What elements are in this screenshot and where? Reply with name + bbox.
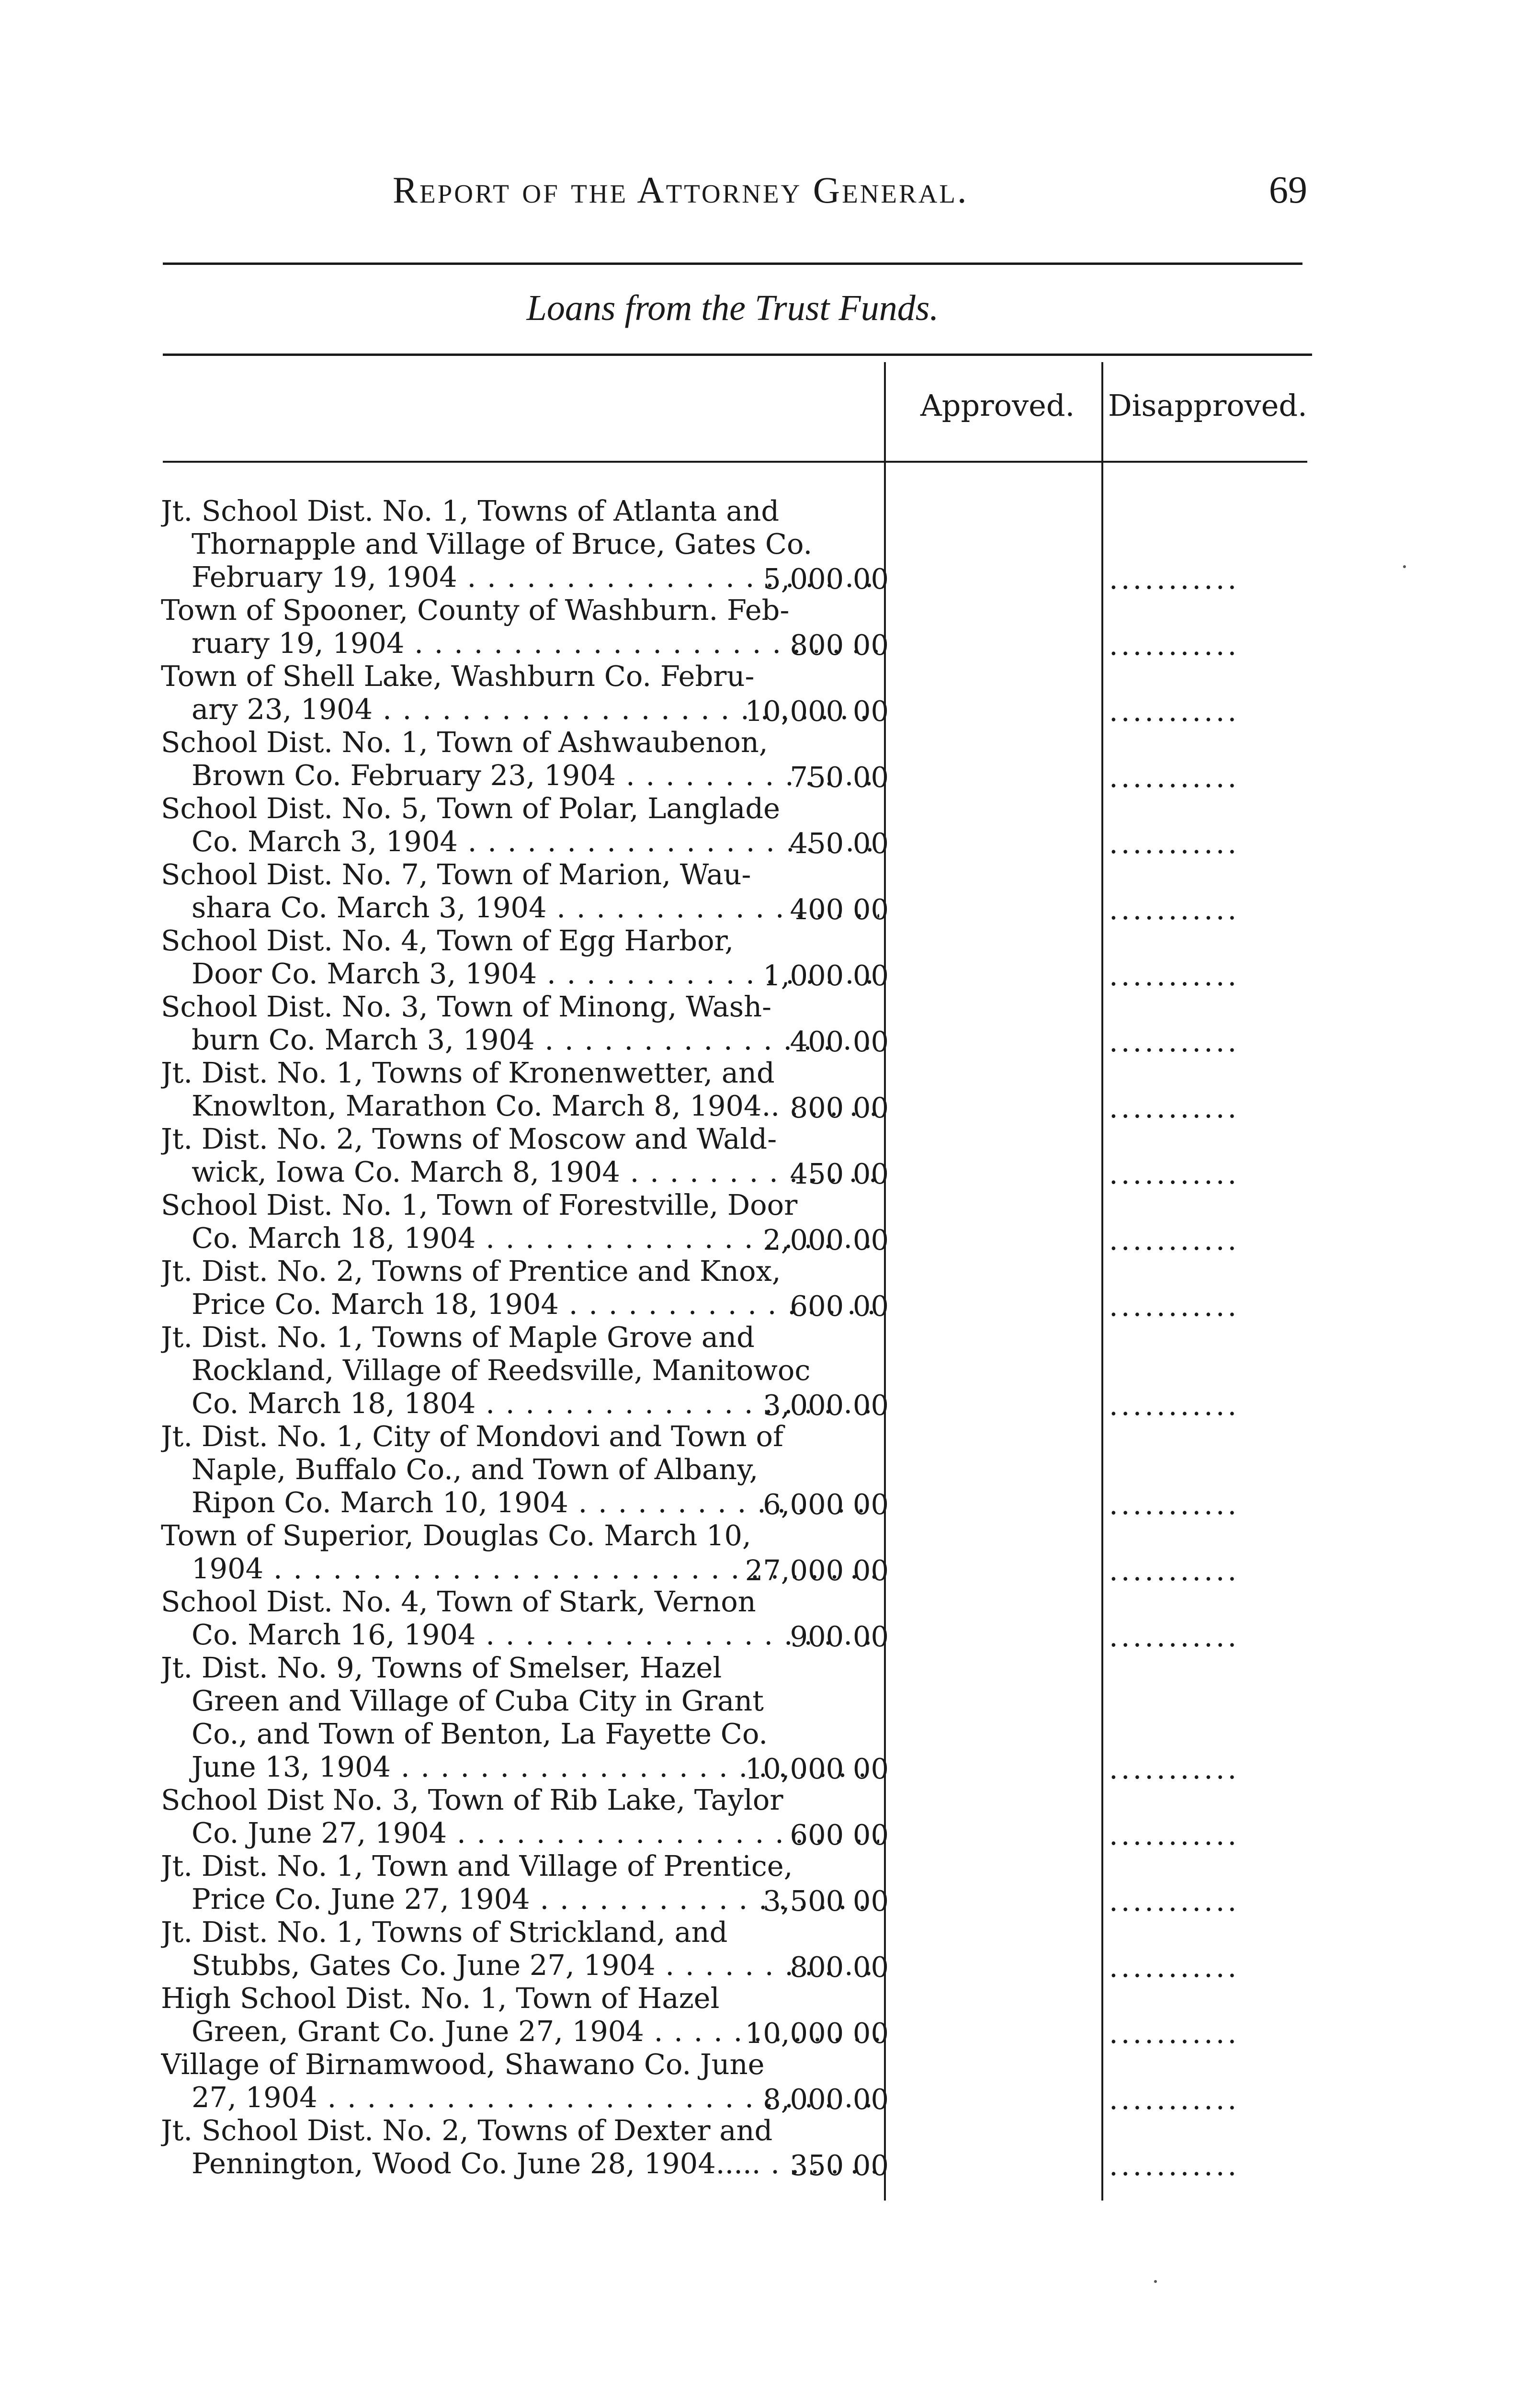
- disapproved-leader: ...........: [1109, 1488, 1240, 1521]
- table-row: [161, 494, 1368, 593]
- description-line: School Dist. No. 1, Town of Forestville, Door: [161, 1188, 798, 1221]
- approved-amount: 8,000 00: [763, 2083, 889, 2116]
- disapproved-leader: ...........: [1109, 1884, 1240, 1917]
- approved-amount: 1,000 00: [763, 959, 889, 992]
- description-line: Co. June 27, 1904 . . .: [161, 1816, 879, 1849]
- disapproved-leader: ...........: [1109, 695, 1240, 728]
- description-line: burn Co. March 3, 1904 . . .: [161, 1023, 879, 1056]
- description-line: Jt. Dist. No. 2, Towns of Moscow and Wald-: [161, 1122, 777, 1155]
- approved-amount: 10,000 00: [745, 1752, 889, 1785]
- description-line: ary 23, 1904 . . .: [161, 693, 879, 726]
- description-line: Rockland, Village of Reedsville, Manitowoc: [192, 1354, 811, 1387]
- approved-amount: 5,000 00: [763, 562, 889, 595]
- header-rule: [163, 262, 1302, 265]
- column-header-rule: [163, 461, 1307, 463]
- description-line: Jt. Dist. No. 2, Towns of Prentice and Knox,: [161, 1255, 781, 1288]
- description-line: Jt. Dist. No. 1, Town and Village of Prentice,: [161, 1849, 793, 1882]
- description-line: Stubbs, Gates Co. June 27, 1904 . . .: [161, 1949, 879, 1982]
- table-row: [161, 726, 1368, 792]
- table-row: [161, 660, 1368, 726]
- disapproved-leader: ...........: [1109, 1752, 1240, 1785]
- description-line: School Dist. No. 3, Town of Minong, Wash-: [161, 990, 772, 1023]
- table-row: [161, 792, 1368, 858]
- approved-amount: 800 00: [790, 628, 889, 661]
- disapproved-leader: ...........: [1109, 562, 1240, 595]
- description-line: School Dist. No. 7, Town of Marion, Wau-: [161, 858, 751, 891]
- running-head: Report of the Attorney General.: [393, 169, 969, 211]
- disapproved-leader: ...........: [1109, 1389, 1240, 1422]
- disapproved-leader: ...........: [1109, 761, 1240, 794]
- table-row: [161, 924, 1368, 990]
- disapproved-leader: ...........: [1109, 1157, 1240, 1190]
- table-row: [161, 990, 1368, 1056]
- table-row: [161, 1255, 1368, 1321]
- description-line: Brown Co. February 23, 1904 . . .: [161, 759, 879, 792]
- table-row: [161, 858, 1368, 924]
- description-line: Green, Grant Co. June 27, 1904 . . .: [161, 2015, 879, 2048]
- approved-amount: 6,000 00: [763, 1488, 889, 1521]
- column-header-approved: Approved.: [920, 388, 1075, 423]
- table-row: [161, 1519, 1368, 1585]
- description-line: Door Co. March 3, 1904 . . .: [161, 957, 879, 990]
- description-line: Knowlton, Marathon Co. March 8, 1904.. . . .: [161, 1089, 879, 1122]
- approved-amount: 450 00: [790, 827, 889, 860]
- description-line: Jt. Dist. No. 1, Towns of Strickland, and: [161, 1916, 728, 1949]
- approved-amount: 27,000 00: [745, 1554, 889, 1587]
- table-row: [161, 1585, 1368, 1651]
- disapproved-leader: ...........: [1109, 1950, 1240, 1984]
- approved-amount: 400 00: [790, 893, 889, 926]
- description-line: Pennington, Wood Co. June 28, 1904..... . . .: [161, 2147, 879, 2180]
- description-line: Green and Village of Cuba City in Grant: [192, 1684, 764, 1717]
- approved-amount: 800 00: [790, 1091, 889, 1124]
- disapproved-leader: ...........: [1109, 2083, 1240, 2116]
- description-line: Town of Superior, Douglas Co. March 10,: [161, 1519, 751, 1552]
- approved-amount: 2,000 00: [763, 1223, 889, 1256]
- table-row: [161, 1651, 1368, 1783]
- disapproved-leader: ...........: [1109, 1554, 1240, 1587]
- table-row: [161, 1916, 1368, 1982]
- description-line: Jt. Dist. No. 9, Towns of Smelser, Hazel: [161, 1651, 722, 1684]
- description-line: Price Co. June 27, 1904 . . .: [161, 1882, 879, 1916]
- table-row: [161, 2114, 1368, 2180]
- description-line: Price Co. March 18, 1904 . . .: [161, 1288, 879, 1321]
- approved-amount: 350 00: [790, 2149, 889, 2182]
- approved-amount: 600 00: [790, 1289, 889, 1323]
- table-row: [161, 2048, 1368, 2114]
- disapproved-leader: ...........: [1109, 1223, 1240, 1256]
- disapproved-leader: ...........: [1109, 1025, 1240, 1058]
- description-line: School Dist. No. 4, Town of Egg Harbor,: [161, 924, 734, 957]
- disapproved-leader: ...........: [1109, 1091, 1240, 1124]
- disapproved-leader: ...........: [1109, 959, 1240, 992]
- description-line: ruary 19, 1904 . . .: [161, 627, 879, 660]
- description-line: 27, 1904 . . .: [161, 2081, 879, 2114]
- description-line: Jt. School Dist. No. 1, Towns of Atlanta and: [161, 494, 780, 527]
- description-line: Jt. Dist. No. 1, Towns of Maple Grove and: [161, 1321, 755, 1354]
- page-number: 69: [1269, 169, 1307, 211]
- description-line: Co. March 18, 1804 . . .: [161, 1387, 879, 1420]
- description-line: Village of Birnamwood, Shawano Co. June: [161, 2048, 765, 2081]
- description-line: Naple, Buffalo Co., and Town of Albany,: [192, 1453, 759, 1486]
- column-header-disapproved: Disapproved.: [1108, 388, 1307, 423]
- disapproved-leader: ...........: [1109, 2017, 1240, 2050]
- description-line: School Dist No. 3, Town of Rib Lake, Taylor: [161, 1783, 783, 1816]
- table-row: [161, 1056, 1368, 1122]
- table-row: [161, 593, 1368, 660]
- approved-amount: 400 00: [790, 1025, 889, 1058]
- description-line: Thornapple and Village of Bruce, Gates Co.: [192, 527, 813, 560]
- table-row: [161, 1188, 1368, 1255]
- approved-amount: 3,500 00: [763, 1884, 889, 1917]
- description-line: Town of Shell Lake, Washburn Co. Febru-: [161, 660, 755, 693]
- table-row: [161, 1849, 1368, 1916]
- approved-amount: 450 00: [790, 1157, 889, 1190]
- disapproved-leader: ...........: [1109, 628, 1240, 661]
- description-line: Town of Spooner, County of Washburn. Feb-: [161, 593, 790, 627]
- description-line: June 13, 1904 . . .: [161, 1750, 879, 1783]
- disapproved-leader: ...........: [1109, 893, 1240, 926]
- disapproved-leader: ...........: [1109, 827, 1240, 860]
- table-body: [161, 494, 1368, 2180]
- description-line: Co. March 18, 1904 . . .: [161, 1221, 879, 1255]
- table-row: [161, 1982, 1368, 2048]
- disapproved-leader: ...........: [1109, 1818, 1240, 1851]
- table-title: Loans from the Trust Funds.: [526, 288, 939, 328]
- description-line: February 19, 1904 . . .: [161, 560, 879, 593]
- approved-amount: 900 00: [790, 1620, 889, 1653]
- description-line: Ripon Co. March 10, 1904 . . .: [161, 1486, 879, 1519]
- description-line: School Dist. No. 1, Town of Ashwaubenon,: [161, 726, 768, 759]
- description-line: Jt. Dist. No. 1, City of Mondovi and Town of: [161, 1420, 783, 1453]
- approved-amount: 750 00: [790, 761, 889, 794]
- description-line: Co. March 3, 1904 . . .: [161, 825, 879, 858]
- approved-amount: 3,000 00: [763, 1389, 889, 1422]
- description-line: shara Co. March 3, 1904 . . .: [161, 891, 879, 924]
- description-line: Co., and Town of Benton, La Fayette Co.: [192, 1717, 768, 1750]
- approved-amount: 800 00: [790, 1950, 889, 1984]
- description-line: Jt. School Dist. No. 2, Towns of Dexter and: [161, 2114, 773, 2147]
- disapproved-leader: ...........: [1109, 1289, 1240, 1323]
- disapproved-leader: ...........: [1109, 2149, 1240, 2182]
- approved-amount: 600 00: [790, 1818, 889, 1851]
- description-line: School Dist. No. 4, Town of Stark, Vernon: [161, 1585, 756, 1618]
- table-top-rule: [163, 354, 1312, 356]
- description-line: High School Dist. No. 1, Town of Hazel: [161, 1982, 720, 2015]
- approved-amount: 10,000 00: [745, 695, 889, 728]
- description-line: School Dist. No. 5, Town of Polar, Langlade: [161, 792, 781, 825]
- table-row: [161, 1122, 1368, 1188]
- description-line: Jt. Dist. No. 1, Towns of Kronenwetter, and: [161, 1056, 775, 1089]
- disapproved-leader: ...........: [1109, 1620, 1240, 1653]
- table-row: [161, 1783, 1368, 1849]
- approved-amount: 10,000 00: [745, 2017, 889, 2050]
- description-line: wick, Iowa Co. March 8, 1904 . . .: [161, 1155, 879, 1188]
- description-line: Co. March 16, 1904 . . .: [161, 1618, 879, 1651]
- description-line: 1904 . . .: [161, 1552, 879, 1585]
- table-row: [161, 1420, 1368, 1519]
- table-row: [161, 1321, 1368, 1420]
